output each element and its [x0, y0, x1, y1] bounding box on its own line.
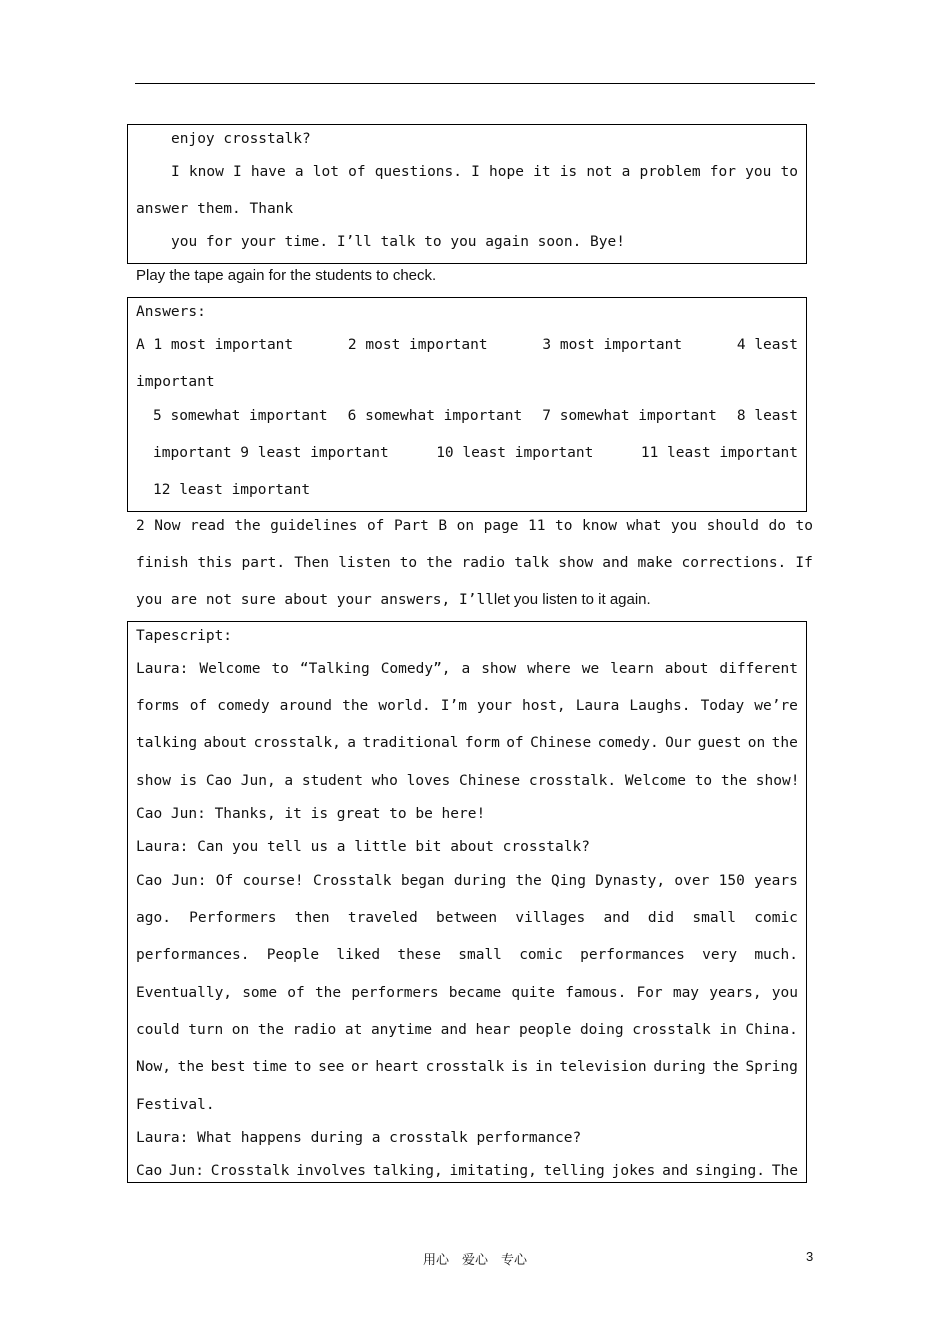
word: 2	[136, 518, 145, 534]
word: B	[438, 518, 448, 534]
word: a	[294, 164, 304, 180]
letter-line-4: you for your time. I’ll talk to you again soon. Bye!	[171, 234, 625, 250]
tapescript-line	[136, 1058, 798, 1076]
word: know	[582, 518, 617, 534]
instruction-2-part-b: let you listen to it again.	[493, 591, 651, 608]
tapescript-line: Laura: Can you tell us a little bit about crosstalk?	[136, 839, 590, 855]
word: Laura:	[136, 661, 189, 677]
word: to	[271, 661, 289, 677]
answer-item: 6 somewhat important	[347, 408, 523, 424]
word: Laughs.	[629, 698, 691, 714]
tapescript-line	[136, 872, 798, 890]
word: the	[314, 985, 342, 1001]
word: a	[621, 164, 631, 180]
word: finish	[136, 555, 189, 571]
word: Chinese	[530, 735, 592, 751]
word: Performers	[189, 910, 277, 926]
word: of	[506, 735, 524, 751]
answers-heading: Answers:	[136, 304, 206, 320]
word: I	[171, 164, 180, 180]
word: to	[555, 518, 573, 534]
word: years,	[709, 985, 762, 1001]
word: between	[436, 910, 498, 926]
word: crosstalk	[632, 1022, 711, 1038]
instruction-2-part-a: you are not sure about your answers, I’ll	[136, 592, 494, 608]
word: I	[471, 164, 480, 180]
word: If	[795, 555, 813, 571]
word: Today	[700, 698, 745, 714]
word: Welcome	[199, 661, 261, 677]
word: hope	[489, 164, 524, 180]
page-number: 3	[806, 1249, 814, 1264]
word: about	[664, 661, 709, 677]
word: famous.	[565, 985, 627, 1001]
word: of	[287, 985, 305, 1001]
word: liked	[336, 947, 381, 963]
word: Our	[665, 735, 692, 751]
word: forms	[136, 698, 180, 714]
word: ago.	[136, 910, 171, 926]
word: some	[242, 985, 278, 1001]
word: is	[510, 1059, 529, 1075]
word: a	[461, 661, 471, 677]
word: to	[399, 555, 418, 571]
word: could	[136, 1022, 180, 1038]
tapescript-line: Festival.	[136, 1097, 215, 1113]
word: the	[426, 555, 453, 571]
answer-item: 3 most important	[542, 337, 683, 353]
word: comic	[519, 947, 563, 963]
word: Eventually,	[136, 985, 233, 1001]
word: listen	[338, 555, 391, 571]
instruction-2-line-2	[136, 554, 813, 572]
word: Qing	[551, 873, 586, 889]
answers-row-4	[153, 444, 798, 462]
word: the	[177, 1059, 204, 1075]
word: guest	[697, 735, 742, 751]
word: I	[232, 164, 242, 180]
word: imitating,	[449, 1163, 537, 1179]
word: time	[252, 1059, 288, 1075]
tapescript-line	[136, 984, 798, 1002]
word: learn	[610, 661, 654, 677]
word: lot	[312, 164, 339, 180]
word: may	[672, 985, 700, 1001]
word: became	[448, 985, 502, 1001]
answer-item: 11 least important	[640, 445, 798, 461]
letter-line-3: answer them. Thank	[136, 201, 294, 217]
word: Laura	[575, 698, 620, 714]
word: best	[210, 1059, 246, 1075]
word: it	[533, 164, 551, 180]
word: Jun:	[171, 873, 207, 889]
word: I’m	[440, 698, 467, 714]
word: the	[515, 873, 542, 889]
word: what	[626, 518, 662, 534]
tapescript-line	[136, 946, 798, 964]
word: comic	[754, 910, 798, 926]
tapescript-line	[136, 909, 798, 927]
tapescript-line	[136, 734, 798, 752]
word: part.	[241, 555, 286, 571]
tapescript-line	[136, 1021, 798, 1039]
word: should	[706, 518, 759, 534]
word: anytime	[370, 1022, 433, 1038]
word: of	[348, 164, 366, 180]
word: much.	[754, 947, 798, 963]
answer-item: 2 most important	[347, 337, 488, 353]
word: about	[203, 735, 248, 751]
word: at	[344, 1022, 363, 1038]
word: “Talking	[299, 661, 370, 677]
word: The	[771, 1163, 798, 1179]
word: read	[189, 518, 225, 534]
word: very	[702, 947, 738, 963]
word: singing.	[695, 1163, 765, 1179]
word: crosstalk	[425, 1059, 505, 1075]
tapescript-heading: Tapescript:	[136, 628, 233, 644]
word: began	[400, 873, 445, 889]
word: Spring	[745, 1059, 798, 1075]
word: you	[670, 518, 698, 534]
word: radio	[461, 555, 506, 571]
word: talk	[514, 555, 550, 571]
word: course!	[242, 873, 304, 889]
word: television	[559, 1059, 647, 1075]
word: different	[719, 661, 798, 677]
tapescript-line: show is Cao Jun, a student who loves Chinese crosstalk. Welcome to the show!	[136, 773, 800, 789]
answer-item: 5 somewhat important	[153, 408, 328, 424]
word: traveled	[347, 910, 418, 926]
word: problem	[639, 164, 701, 180]
word: villages	[515, 910, 586, 926]
word: Dynasty,	[595, 873, 666, 889]
word: do	[768, 518, 786, 534]
word: the	[257, 1022, 285, 1038]
word: to	[795, 518, 813, 534]
word: comedy.	[597, 735, 659, 751]
tapescript-line	[136, 1162, 798, 1180]
word: jokes	[611, 1163, 656, 1179]
word: page	[483, 518, 519, 534]
word: Jun:	[169, 1163, 204, 1179]
answer-item: 8 least	[736, 408, 798, 424]
answer-item: A 1 most important	[136, 337, 294, 353]
word: the	[234, 518, 261, 534]
word: on	[456, 518, 475, 534]
word: did	[647, 910, 675, 926]
word: or	[351, 1059, 369, 1075]
word: then	[294, 910, 330, 926]
word: Part	[393, 518, 429, 534]
word: form	[464, 735, 500, 751]
word: Then	[294, 555, 330, 571]
answer-item: important 9 least important	[153, 445, 389, 461]
word: to	[293, 1059, 312, 1075]
word: on	[747, 735, 766, 751]
answer-item: 7 somewhat important	[542, 408, 717, 424]
letter-line-2	[171, 163, 798, 181]
word: involves	[296, 1163, 367, 1179]
word: questions.	[374, 164, 463, 180]
tapescript-line	[136, 697, 798, 715]
word: guidelines	[270, 518, 358, 534]
instruction-2-line-3	[136, 591, 651, 609]
word: 11	[528, 518, 546, 534]
word: we	[581, 661, 600, 677]
letter-line-1: enjoy crosstalk?	[171, 131, 311, 147]
word: during	[653, 1059, 706, 1075]
word: the	[342, 698, 369, 714]
word: in	[535, 1059, 553, 1075]
tapescript-line: Cao Jun: Thanks, it is great to be here!	[136, 806, 486, 822]
word: people	[518, 1022, 572, 1038]
word: and	[602, 555, 629, 571]
word: and	[440, 1022, 467, 1038]
word: Crosstalk	[210, 1163, 290, 1179]
word: on	[231, 1022, 250, 1038]
word: China.	[745, 1022, 798, 1038]
word: and	[603, 910, 630, 926]
word: Crosstalk	[312, 873, 392, 889]
answers-row-3	[153, 407, 798, 425]
word: For	[636, 985, 663, 1001]
word: during	[453, 873, 507, 889]
word: is	[559, 164, 578, 180]
word: world.	[378, 698, 431, 714]
word: you	[771, 985, 798, 1001]
word: comedy	[217, 698, 270, 714]
word: Now	[154, 518, 181, 534]
word: host,	[522, 698, 566, 714]
word: crosstalk,	[253, 735, 341, 751]
answers-box	[127, 297, 807, 512]
word: over	[674, 873, 710, 889]
answers-row-2: important	[136, 374, 215, 390]
word: these	[397, 947, 441, 963]
word: show	[558, 555, 594, 571]
word: doing	[579, 1022, 624, 1038]
word: talking,	[372, 1163, 443, 1179]
word: where	[527, 661, 571, 677]
word: have	[250, 164, 286, 180]
word: performers	[351, 985, 439, 1001]
word: People	[266, 947, 320, 963]
word: small	[458, 947, 502, 963]
word: the	[712, 1059, 739, 1075]
instruction-2-line-1	[136, 517, 813, 535]
word: telling	[543, 1163, 605, 1179]
instruction-check: Play the tape again for the students to check.	[136, 267, 437, 284]
word: of	[366, 518, 385, 534]
word: performances.	[136, 947, 250, 963]
word: you	[745, 164, 772, 180]
word: show	[481, 661, 517, 677]
word: quite	[511, 985, 556, 1001]
answer-item: 10 least important	[436, 445, 594, 461]
word: hear	[475, 1022, 511, 1038]
word: the	[771, 735, 798, 751]
word: heart	[375, 1059, 419, 1075]
word: corrections.	[681, 555, 787, 571]
word: talking	[136, 735, 198, 751]
word: to	[780, 164, 798, 180]
word: Cao	[136, 1163, 163, 1179]
word: years	[754, 873, 798, 889]
tapescript-line: Laura: What happens during a crosstalk performance?	[136, 1130, 582, 1146]
word: of	[189, 698, 208, 714]
footer-text: 用心 爱心 专心	[422, 1253, 527, 1268]
word: Of	[215, 873, 234, 889]
word: performances	[580, 947, 685, 963]
word: not	[586, 164, 613, 180]
word: your	[477, 698, 512, 714]
word: small	[692, 910, 737, 926]
answers-row-5: 12 least important	[153, 482, 311, 498]
tapescript-line	[136, 660, 798, 678]
word: in	[719, 1022, 737, 1038]
word: radio	[292, 1022, 337, 1038]
word: around	[279, 698, 333, 714]
word: know	[188, 164, 224, 180]
word: this	[197, 555, 233, 571]
word: make	[637, 555, 673, 571]
word: see	[318, 1059, 345, 1075]
word: a	[347, 735, 357, 751]
word: Cao	[136, 873, 163, 889]
word: turn	[188, 1022, 224, 1038]
header-rule	[135, 83, 815, 84]
word: and	[662, 1163, 689, 1179]
word: Now,	[136, 1059, 171, 1075]
word: we’re	[754, 698, 798, 714]
word: traditional	[362, 735, 459, 751]
answer-item: 4 least	[736, 337, 798, 353]
word: Comedy”,	[380, 661, 451, 677]
word: 150	[718, 873, 745, 889]
answers-row-1	[136, 336, 798, 354]
word: for	[709, 164, 736, 180]
